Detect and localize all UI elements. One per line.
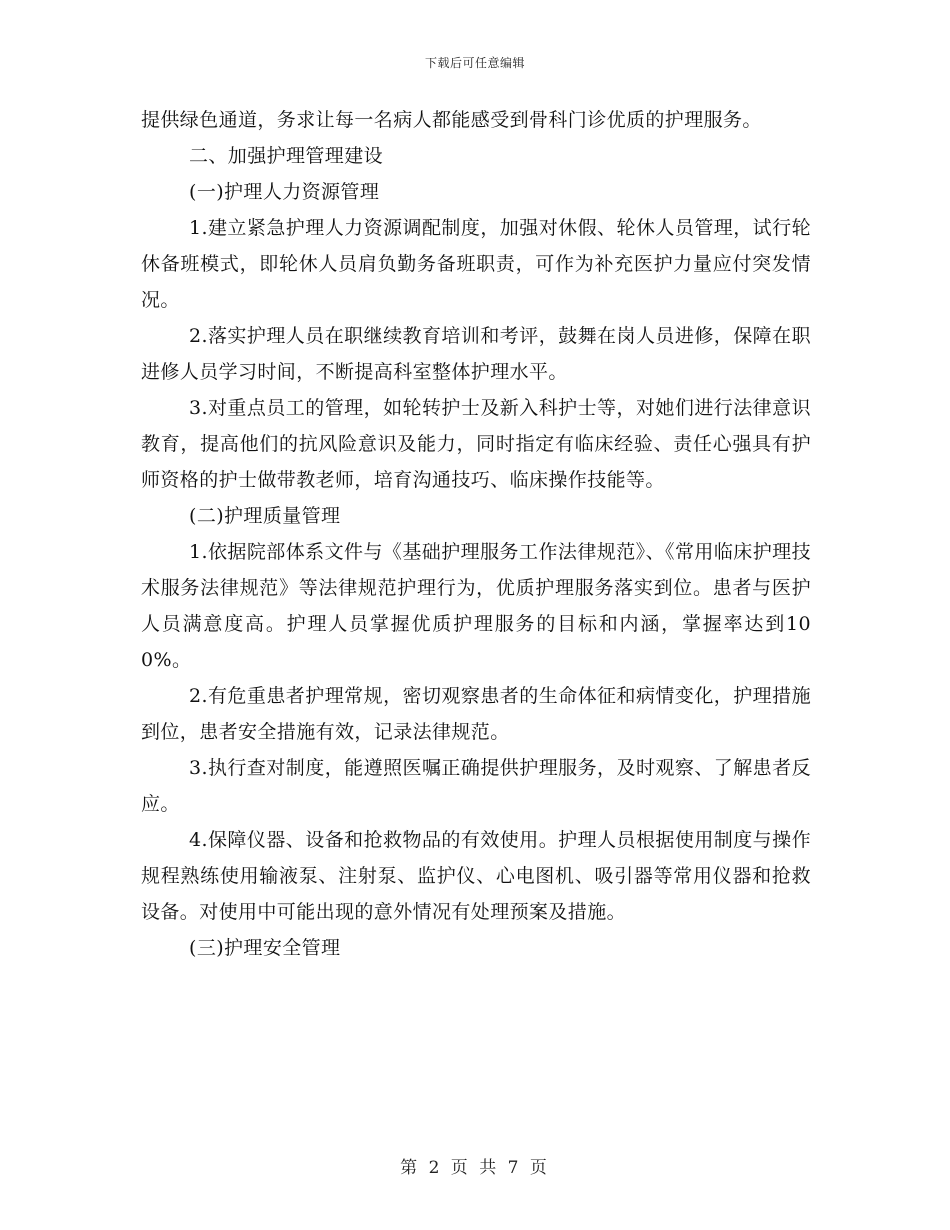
section-heading: 二、加强护理管理建设 bbox=[189, 145, 384, 167]
paragraph-3: 2.落实护理人员在职继续教育培训和考评，鼓舞在岗人员进修，保障在职进修人员学习时间，不断提高科室整体护理水平。 bbox=[141, 325, 811, 383]
page-header: 下载后可任意编辑 bbox=[424, 56, 525, 70]
paragraph-4: 3.对重点员工的管理，如轮转护士及新入科护士等，对她们进行法律意识教育，提高他们的抗风险意识及能力，同时指定有临床经验、责任心强具有护师资格的护士做带教老师，培育沟通技巧、临床操作技能等。 bbox=[141, 397, 811, 491]
paragraph-5: 1.依据院部体系文件与《基础护理服务工作法律规范》、《常用临床护理技术服务法律规范》等法律规范护理行为，优质护理服务落实到位。患者与医护人员满意度高。护理人员掌握优质护理服务的目标和内涵，掌握率达到100%。 bbox=[141, 541, 811, 671]
page-number: 第 2 页 共 7 页 bbox=[400, 1158, 550, 1178]
paragraph-2: 1.建立紧急护理人力资源调配制度，加强对休假、轮休人员管理，试行轮休备班模式，即轮休人员肩负勤务备班职责，可作为补充医护力量应付突发情况。 bbox=[141, 217, 811, 311]
subsection-heading-2: (二)护理质量管理 bbox=[189, 505, 341, 527]
paragraph-1: 提供绿色通道，务求让每一名病人都能感受到骨科门诊优质的护理服务。 bbox=[141, 109, 762, 131]
paragraph-8: 4.保障仪器、设备和抢救物品的有效使用。护理人员根据使用制度与操作规程熟练使用输液泵、注射泵、监护仪、心电图机、吸引器等常用仪器和抢救设备。对使用中可能出现的意外情况有处理预案及措施。 bbox=[141, 829, 811, 923]
paragraph-7: 3.执行查对制度，能遵照医嘱正确提供护理服务，及时观察、了解患者反应。 bbox=[141, 757, 811, 815]
paragraph-6: 2.有危重患者护理常规，密切观察患者的生命体征和病情变化，护理措施到位，患者安全措施有效，记录法律规范。 bbox=[141, 685, 811, 743]
subsection-heading-1: (一)护理人力资源管理 bbox=[189, 181, 380, 203]
subsection-heading-3: (三)护理安全管理 bbox=[189, 937, 341, 959]
document-body bbox=[141, 102, 811, 966]
